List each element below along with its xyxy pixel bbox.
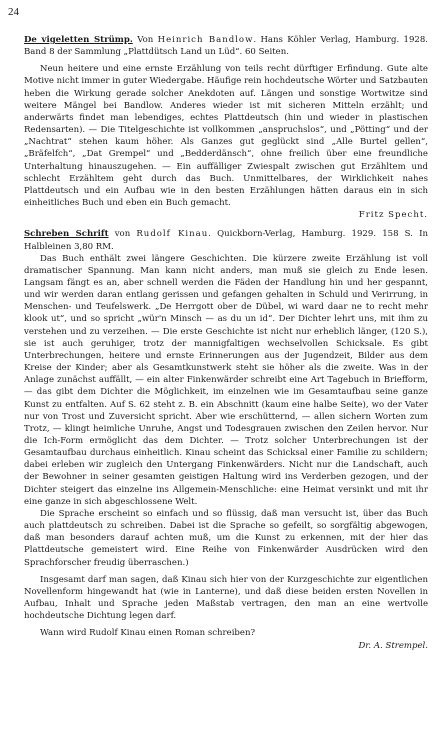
review-2-heading — [24, 228, 428, 252]
review-2-publication: . Quickborn-Verlag, Hamburg. 1929. 158 S. In Halbleinen 3,80 RM. — [24, 229, 428, 252]
review-2-paragraph-1: Das Buch enthält zwei längere Geschichten. Die kürzere zweite Erzählung ist voll dramatischer Spannung. Man kann nicht anders, man muß sie gleich zu Ende lesen. Langsam fängt es an, aber schnell werden die Fäden der Handlung hin und her gespannt, und wir werden daran entlang gerissen und gefangen gehalten in Schuld und Verirrung, in Menschen- und Teufelswerk. „De Herrgott ober de Dübel, wi ward daar ne to recht mehr klook ut“, und so spricht „wür'n Minsch — as du un id“. Der Dichter lehrt uns, mit ihm zu verstehen und zu verzeihen. — Die erste Geschichte ist nicht nur erheblich länger, (120 S.), sie ist auch geruhiger, trotz der mannigfaltigen wechselvollen Schicksale. Es gibt Unterbrechungen, heitere und ernste Erinnerungen aus der Jugendzeit, Bilder aus dem Kreise der Kinder; aber als Gesamtkunstwerk steht sie höher als die zweite. Was in der Anlage zunächst auffällt, — ein alter Finkenwärder schreibt eine Art Tagebuch in Briefform, — das gibt dem Dichter die Möglichkeit, im einzelnen wie im Gesamtaufbau seine ganze Kunst zu entfalten. Auf S. 62 steht z. B. ein Abschnitt (kaum eine halbe Seite), wo der Vater nur von Trost und Zuversicht spricht. Aber wie erschütternd, — allen sichern Worten zum Trotz, — klingt heimliche Unruhe, Angst und Todesgrauen zwischen den Zeilen hervor. Nur die Ich-Form ermöglicht das dem Dichter. — Trotz solcher Unterbrechungen ist der Gesamtaufbau durchaus einheitlich. Kinau scheint das Schicksal einer Familie zu schildern; dabei erleben wir zugleich den Untergang Finkenwärders. Nicht nur die Landschaft, auch der Bewohner in seiner gesamten geistigen Haltung wird ins Verderben gezogen, und der Dichter steigert das einzelne ins Allgemein-Menschliche: eine Heimat versinkt und mit ihr eine ganze in sich abgeschlossene Welt. — [24, 253, 428, 507]
review-2-author-pre: von — [114, 229, 131, 240]
review-1-paragraph: Neun heitere und eine ernste Erzählung von teils recht dürftiger Erfindung. Gute alte Motive nicht immer in guter Wiedergabe. Häufige rein hochdeutsche Wörter und Satzbauten heben die Wirkung gerade solcher Anekdoten auf. Längen und sonstige Wortwitze sind weitere Mängel bei Bandlow. Anderes wieder ist mit sicheren Mitteln erzählt; und anderwärts findet man lebendiges, echtes Plattdeutsch (hin und wieder in plastischen Redensarten). — Die Titelgeschichte ist vollkommen „anspruchslos“, und „Pötting“ und der „Nachtrat“ stehen kaum höher. Als Ganzes gut geglückt sind „Alle Burtel gellen“, „Bräfelfch“, „Dat Grempel“ und „Bedderdänsch“, ohne freilich über eine freundliche Unterhaltung hinauszugehen. — Ein auffälliger Zwiespalt zwischen gut Erzähltem und schlecht Erzähltem geht durch das Buch. Unmittelbares, der Wirklichkeit nahes Plattdeutsch und ein Aufbau wie in den besten Erzählungen hätten daraus ein in sich einheitliches Buch und eben ein Buch gemacht. — [24, 64, 428, 209]
review-2-paragraph-3: Insgesamt darf man sagen, daß Kinau sich hier von der Kurzgeschichte zur eigentlichen Novellenform hingewandt hat (wie in Lanterne), und daß diese beiden ersten Novellen in Aufbau, Inhalt und Sprache jeden Maßstab vertragen, den man an eine wertvolle hochdeutsche Dichtung legen darf. — [24, 574, 428, 622]
review-1-heading — [24, 34, 428, 58]
review-1-author: Heinrich Bandlow — [157, 35, 254, 45]
review-1-author-pre: Von — [137, 35, 154, 45]
review-2-paragraph-2: Die Sprache erscheint so einfach und so flüssig, daß man versucht ist, über das Buch auch plattdeutsch zu schreiben. Dabei ist die Sprache so gefeilt, so sorgfältig abgewogen, daß man besonders darauf achten muß, um die Kunst zu erkennen, mit der hier das Plattdeutsche gemeistert wird. Eine Reihe von Finkenwärder Ausdrücken wird den Sprachforscher freudig überraschen.) — [24, 508, 428, 568]
review-1-signature: Fritz Specht. — [358, 210, 428, 221]
review-2-signature-text: Dr. A. Strempel. — [358, 640, 428, 651]
review-2-signature — [24, 640, 428, 652]
review-1-publication: . Hans Köhler Verlag, Hamburg. 1928. Band 8 der Sammlung „Plattdütsch Land un Lüd“. 60 Seiten. — [24, 35, 429, 58]
page-number: 24 — [8, 6, 19, 18]
review-1-title: De vigeletten Strümp. — [24, 35, 133, 45]
review-2-paragraph-4: Wann wird Rudolf Kinau einen Roman schreiben? — [40, 628, 256, 639]
review-2-author: Rudolf Kinau — [136, 229, 209, 240]
text-column — [24, 34, 428, 652]
review-2-title: Schreben Schrift — [24, 229, 109, 240]
